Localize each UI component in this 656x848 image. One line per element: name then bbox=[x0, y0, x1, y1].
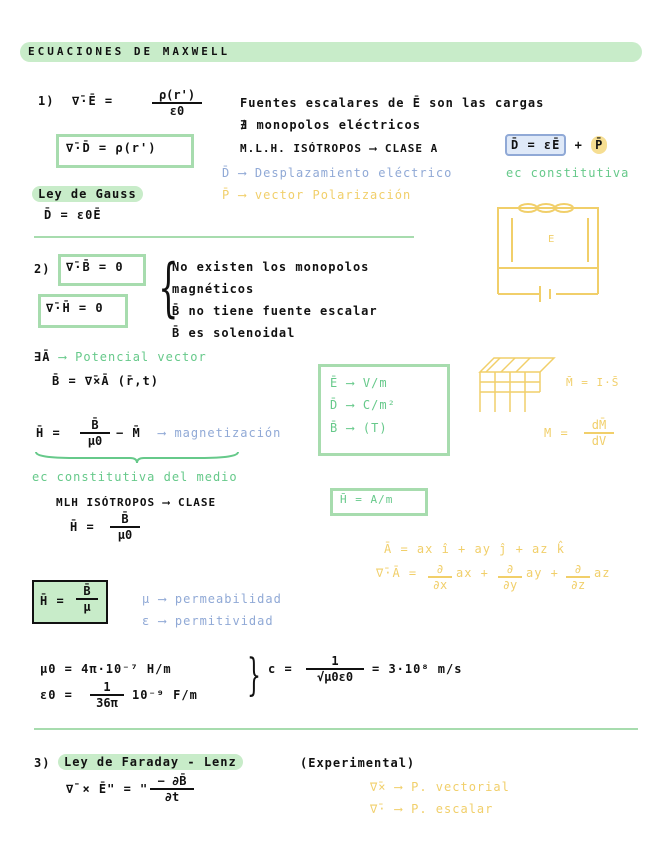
b-curl-a-equation: B̄ = ∇̄×Ā (r̄,t) bbox=[52, 374, 159, 388]
section-divider-1 bbox=[34, 236, 414, 238]
divergence-d-equation: ∇̄·D̄ = ρ(r') bbox=[66, 141, 157, 155]
faraday-lenz-title: Ley de Faraday - Lenz bbox=[58, 754, 243, 770]
rho-over-eps0-fraction bbox=[152, 88, 202, 118]
dx-den: ∂x bbox=[432, 578, 448, 592]
c-fraction bbox=[306, 654, 364, 684]
fraction-denominator: ε0 bbox=[169, 104, 185, 118]
page-title bbox=[20, 42, 642, 62]
h-units: H̄ = A/m bbox=[340, 493, 394, 506]
d-eps-e-equation bbox=[505, 138, 607, 152]
page-title-text: ECUACIONES DE MAXWELL bbox=[28, 45, 231, 58]
eps0-rest: 10⁻⁹ F/m bbox=[132, 688, 198, 702]
dv: dV bbox=[591, 434, 607, 448]
dy-den: ∂y bbox=[502, 578, 518, 592]
m-derivative-lhs: M = bbox=[544, 426, 569, 440]
h-def-fraction bbox=[80, 418, 110, 448]
faraday-lhs: ∇̄ × Ē" = " bbox=[66, 782, 149, 796]
h-eq2-num: B̄ bbox=[110, 512, 140, 528]
capacitor-diagram bbox=[488, 198, 618, 303]
vector-a-components: Ā = ax î + ay ĵ + az k̂ bbox=[384, 542, 565, 556]
eps0-fraction bbox=[90, 680, 124, 710]
fraction-numerator: ρ(r') bbox=[152, 88, 202, 104]
dy-num: ∂ bbox=[498, 562, 522, 578]
h-def-lhs: H̄ = bbox=[36, 426, 61, 440]
h-eq2-lhs: H̄ = bbox=[70, 520, 95, 534]
div-b-equation: ∇̄·B̄ = 0 bbox=[66, 260, 124, 274]
s2-text-line1: No existen los monopolos bbox=[172, 260, 370, 274]
h-eq2-den: μ0 bbox=[117, 528, 133, 542]
unit-b: B̄ ⟶ (T) bbox=[330, 421, 388, 435]
dx-num: ∂ bbox=[428, 562, 452, 578]
ay-term: ay + bbox=[526, 566, 559, 580]
dz-den: ∂z bbox=[570, 578, 586, 592]
permeability-definition: μ ⟶ permeabilidad bbox=[142, 592, 282, 606]
h-def-den: μ0 bbox=[87, 434, 103, 448]
s1-text-line2: ∄ monopolos eléctricos bbox=[240, 118, 421, 132]
unit-e: Ē ⟶ V/m bbox=[330, 376, 388, 390]
c-den: √μ0ε0 bbox=[316, 670, 354, 684]
boxed-h-lhs: H̄ = bbox=[40, 594, 65, 608]
mlh-isotropic-class: MLH ISÓTROPOS ⟶ CLASE bbox=[56, 496, 217, 509]
section-divider-2 bbox=[34, 728, 638, 730]
eps0-num: 1 bbox=[90, 680, 124, 696]
constitutive-medium-note: ec constitutiva del medio bbox=[32, 470, 238, 484]
d-dy-fraction bbox=[498, 562, 522, 592]
gauss-law-title: Ley de Gauss bbox=[32, 186, 143, 202]
faraday-den: ∂t bbox=[164, 790, 180, 804]
h-def-num: B̄ bbox=[80, 418, 110, 434]
div-definition: ∇̄· ⟶ P. escalar bbox=[370, 802, 494, 816]
s2-text-line3: B̄ no tiene fuente escalar bbox=[172, 304, 378, 318]
eps0-den: 36π bbox=[96, 696, 118, 710]
s1-text-line1: Fuentes escalares de Ē son las cargas bbox=[240, 96, 545, 110]
div-a-lhs: ∇̄·Ā = bbox=[376, 566, 418, 580]
capacitor-e-label: E bbox=[548, 234, 555, 245]
curl-definition: ∇̄× ⟶ P. vectorial bbox=[370, 780, 510, 794]
magnetization-label: ⟶ magnetización bbox=[158, 426, 282, 440]
boxed-den: μ bbox=[83, 600, 91, 614]
dm: dM̄ bbox=[584, 418, 614, 434]
c-num: 1 bbox=[306, 654, 364, 670]
c-lhs: c = bbox=[268, 662, 293, 676]
curly-brace: { bbox=[158, 251, 179, 325]
permittivity-definition: ε ⟶ permitividad bbox=[142, 614, 274, 628]
h-def-minus-m: − M̄ bbox=[116, 426, 141, 440]
m-derivative-fraction bbox=[584, 418, 614, 448]
p-vector-highlight: P̄ bbox=[591, 136, 607, 154]
plus-sign: + bbox=[574, 138, 583, 152]
ax-term: ax + bbox=[456, 566, 489, 580]
eps0-lhs: ε0 = bbox=[40, 688, 73, 702]
az-term: az bbox=[594, 566, 611, 580]
underbrace bbox=[34, 450, 240, 464]
s2-text-line4: B̄ es solenoidal bbox=[172, 326, 296, 340]
faraday-num: − ∂B̄ bbox=[150, 774, 194, 790]
potential-vector-label: ⟶ Potencial vector bbox=[58, 350, 207, 364]
h-eq2-fraction bbox=[110, 512, 140, 542]
potential-exists bbox=[34, 350, 207, 364]
s1-text-line3: M.L.H. ISÓTROPOS ⟶ CLASE A bbox=[240, 142, 439, 155]
gauss-law-equation: D̄ = ε0Ē bbox=[44, 208, 102, 222]
exists-a: ∃Ā bbox=[34, 350, 51, 364]
polarization-definition: P̄ ⟶ vector Polarización bbox=[222, 188, 412, 202]
unit-d: D̄ ⟶ C/m² bbox=[330, 398, 396, 412]
boxed-fraction bbox=[76, 584, 98, 614]
faraday-fraction bbox=[150, 774, 194, 804]
gauss-divergence-lhs: ∇̄·Ē = bbox=[72, 94, 114, 108]
s2-text-line2: magnéticos bbox=[172, 282, 255, 296]
d-dx-fraction bbox=[428, 562, 452, 592]
c-rest: = 3·10⁸ m/s bbox=[372, 662, 463, 676]
mu0-value: μ0 = 4π·10⁻⁷ H/m bbox=[40, 662, 172, 676]
displacement-definition: D̄ ⟶ Desplazamiento eléctrico bbox=[222, 166, 453, 180]
section-2-number: 2) bbox=[34, 262, 51, 276]
d-dz-fraction bbox=[566, 562, 590, 592]
div-h-equation: ∇̄·H̄ = 0 bbox=[46, 301, 104, 315]
d-eps-e-highlight: D̄ = εĒ bbox=[505, 134, 566, 156]
dz-num: ∂ bbox=[566, 562, 590, 578]
constitutive-note: ec constitutiva bbox=[506, 166, 630, 180]
boxed-num: B̄ bbox=[76, 584, 98, 600]
section-1-number: 1) bbox=[38, 94, 55, 108]
magnetization-diagram bbox=[470, 352, 560, 414]
section-3-number: 3) bbox=[34, 756, 51, 770]
right-brace: } bbox=[247, 650, 261, 701]
experimental-note: (Experimental) bbox=[300, 756, 416, 770]
m-equals-is: M̄ = I·S̄ bbox=[566, 376, 620, 389]
